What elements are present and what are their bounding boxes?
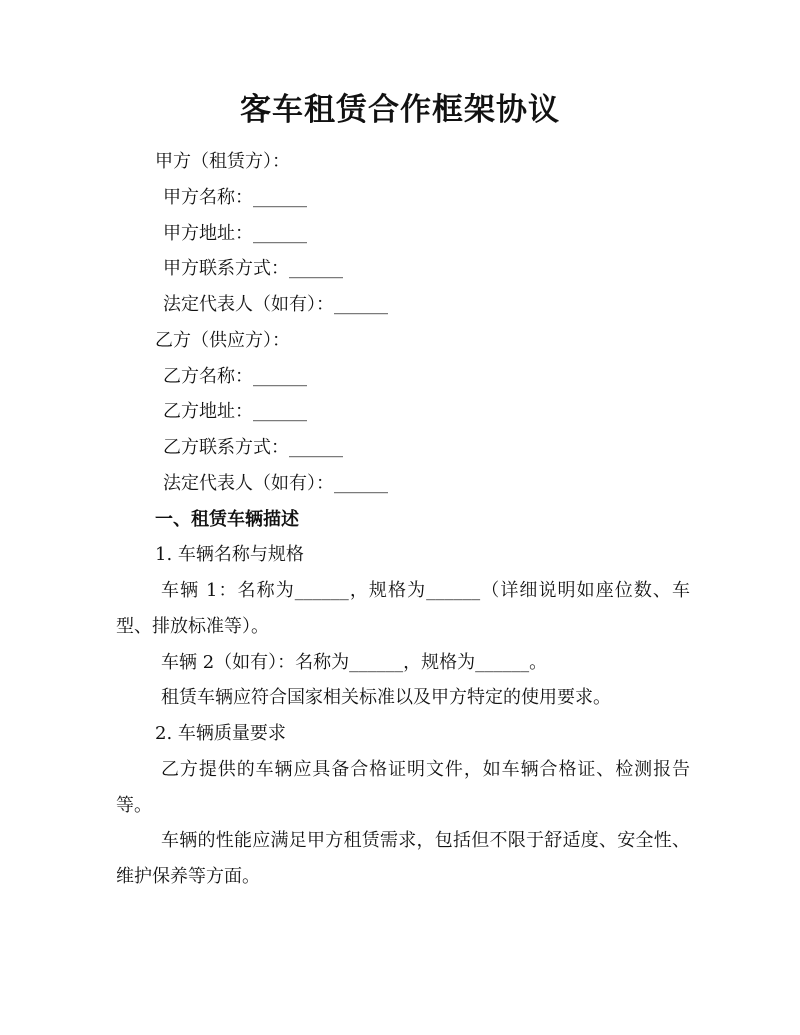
standard-paragraph: 租赁车辆应符合国家相关标准以及甲方特定的使用要求。 [161,687,611,708]
section-1-heading: 一、租赁车辆描述 [155,509,299,530]
subsection-1-heading: 1. 车辆名称与规格 [155,544,304,565]
party-b-representative: 法定代表人（如有）：______ [163,473,388,494]
vehicle-1-paragraph: 车辆 1：名称为______，规格为______（详细说明如座位数、车型、排放标准等）。 [116,580,690,637]
party-a-name: 甲方名称：______ [163,187,307,208]
quality-paragraph-1: 乙方提供的车辆应具备合格证明文件，如车辆合格证、检测报告等。 [116,759,690,816]
party-b-address: 乙方地址：______ [163,401,307,422]
party-a-contact: 甲方联系方式：______ [163,258,343,279]
party-a-address: 甲方地址：______ [163,223,307,244]
quality-paragraph-2: 车辆的性能应满足甲方租赁需求，包括但不限于舒适度、安全性、维护保养等方面。 [116,830,690,887]
party-a-representative: 法定代表人（如有）：______ [163,294,388,315]
party-b-name: 乙方名称：______ [163,366,307,387]
party-b-contact: 乙方联系方式：______ [163,437,343,458]
subsection-2-heading: 2. 车辆质量要求 [155,723,286,744]
party-b-label: 乙方（供应方）： [155,330,290,351]
party-a-label: 甲方（租赁方）： [155,151,290,172]
vehicle-2-paragraph: 车辆 2（如有）：名称为______，规格为______。 [161,652,548,673]
document-title: 客车租赁合作框架协议 [240,92,560,128]
